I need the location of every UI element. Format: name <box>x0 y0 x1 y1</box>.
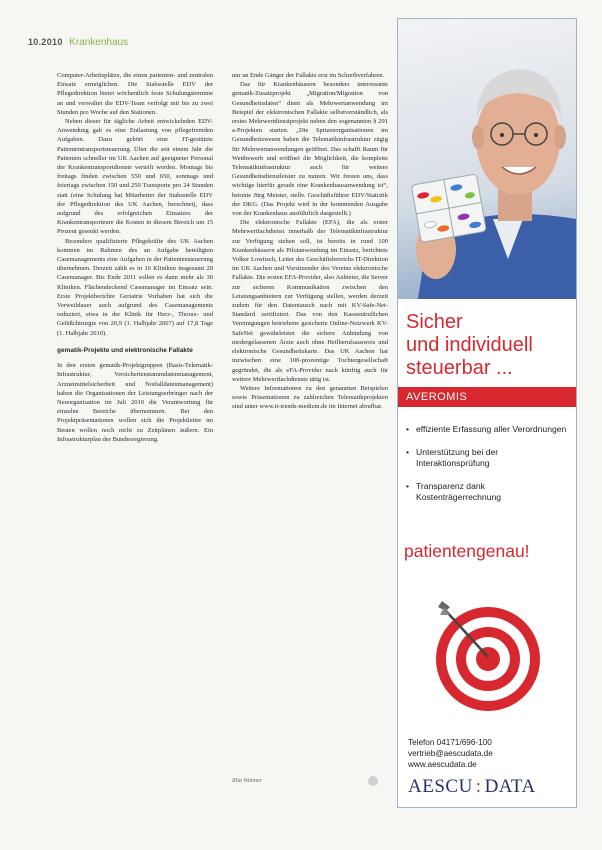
company-logo <box>408 776 536 798</box>
headline-line: Sicher <box>406 311 463 333</box>
subheading: gematik-Projekte und elektronische Fallakte <box>57 346 193 354</box>
bullet-icon: • <box>406 424 410 434</box>
paragraph: Die elektronische Fallakte (EFA), die als erster Mehrwertfachdienst innerhalb der Telematikinfrastruktur zur Verfügung stehen soll, ist bereits in rund 100 Krankenhäusern als Pilotanwendung im Einsatz, berichtete Volker Lowitsch, Leiter des Geschäftsbereichs IT-Direktion im UK Aachen und Vorsitzender des Vereins elektronische Fallakte. Die ersten EFA-Provider, also Anbieter, die Server zur sicheren Kommunikation zwischen den Leistungsanbietern zur Verfügung stellen, werden derzeit zudem für den Datentausch nach mit KV-Safe-Net-Standard zertifiziert. Das von den Kassenärztlichen Vereinigungen betriebene gesicherte Online-Netzwerk KV-SafeNet gewährleistet die sichere Anbindung von niedergelassenen Ärzte auch ohne Heilberufsausweis und elektronische Gesundheitskarte. Das UK Aachen hat inzwischen eine 100-prozentige Tochtergesellschaft gegründet, die als eFA-Provider nach künftig auch für weitere Mehrwertfachdienste tätig ist. <box>232 219 388 383</box>
logo-right: DATA <box>484 776 536 797</box>
paragraph: Besonders qualifizierte Pflegekräfte des UK Aachen kommen im Rahmen des an Aufgabe beteiligten Casemanagements eine Aufgaben in der Patientensteuerung übernehmen. Derzeit zählt es in 16 Kliniken insgesamt 20 Casemanager. Bis Ende 2011 sollen es dann mehr als 30 Kliniken. Flächendeckend Casemanager im Einsatz sein. Erste Projektberichte Geriatrie Vorhaben hat sich die Verweildauer auch aufgrund des Casemanagements reduziert, etwa in der Klinik für Herz-, Thorax- und Gefäßchirurgie von 20,9 (1. Halbjahr 2007) auf 17,8 Tage (1. Halbjahr 2010). <box>57 237 213 337</box>
headline-line: und individuell <box>406 334 533 356</box>
article-column-2 <box>232 71 388 412</box>
advertisement <box>397 18 577 808</box>
feature-list <box>406 424 571 515</box>
email-address: vertrieb@aescudata.de <box>408 749 493 758</box>
bullet-icon: • <box>406 480 410 491</box>
paragraph: Neben dieser für tägliche Arbeit entwickelnden EDV-Anwendung gab es eine Entlastung von pflegefremden Aufgaben. Dazu gehört eine IT-gestützte Patiententransportsteuerung. Über die seit einem Jahr die Patienten schneller im UK Aachen auf geeigneter Personal der Krankentransportdienste verteilt werden. Montags bis freitags finden zwischen 550 und 650, sonntags und feiertags zwischen 150 und 250 Transporte pro 24 Stunden statt (eine Schulung hat Mitarbeiter der Stabsstelle EDV der Pflegedirektion des UK Aachen, berechnet), dass aufgrund des erfolgreichen Einsatzes der Krankentransporteure die Kosten in diesem Bereich um 15 Prozent gesenkt werden. <box>57 118 213 236</box>
paragraph: nur an Ende Gänger der Fallakte erst im Schreibverfahren. <box>232 72 385 79</box>
headline-line: steuerbar ... <box>406 357 513 379</box>
paragraph: Computer-Arbeitsplätze, die einen patienten- und zentralen Einsatz ermöglichen. Die Stabsstelle EDV der Pflegedirektion bietet wöchentlich feste Schulungstermine an und verwaltet die EDV-Team verfolgt mit bis zu zwei Stunden pro Woche auf den Stationen. <box>57 72 213 116</box>
bullet-icon: • <box>406 446 410 457</box>
feature-text: effiziente Erfassung aller Verordnungen <box>416 424 567 434</box>
man-with-pillbox-image <box>398 19 576 299</box>
paragraph: Das für Krankenhäusern besonders interessante gematik-Zusatzprojekt „Migration/Migration von Gesundheitsdaten“ dient als Mehrwertanwendung im Beispiel der elektronischen Fallakte selbstverständlich, als erstes Mehrwertdienstprojekt neben den sogenannten § 291 a-Projekten starten. „Die Spitzenorganisationen im Gesundheitswesen haben die Telematikinfrastruktur zügig für Mehrwertanwendungen geöffnet. Das schafft Raum für Wettbewerb und eröffnet die Möglichkeit, die komplette Telematikinfrastruktur auch für weitere Gesundheitsdienstleister zu nutzen. Wir freuen uns, dass wichtige hierfür gerade eine Krankenhausanwendung ist“, betonte Jürg Meister, stellv. Geschäftsführer EDV/Statistik der DKG. (Das Projekt wird in der kommenden Ausgabe von der Krankenhaus ausführlich dargestellt.) <box>232 81 388 218</box>
phone-number: Telefon 04171/696-100 <box>408 738 492 747</box>
issue-date: 10.2010 <box>28 37 63 47</box>
feature-text: Unterstützung bei der Interaktionsprüfung <box>416 446 499 468</box>
magazine-title: Krankenhaus <box>69 37 129 48</box>
contact-info <box>408 737 493 770</box>
paragraph: In den ersten gematik-Projektgruppen (Basis-Telematik-Infrastruktur, Versichertenstammdatenmanagement, Arzneimittelsicherheit und Notfalldatenmanagement) haben die Organisationen der Leistungserbringer nach der Neuorganisation im Juli 2010 die Verantwortung für einzelne Bereiche übernommen. Bei den Projektpräsentationen wollen sich die Projektleiter im Besten wollen noch nicht zu Zeitplänen äußern. Ein Infrastrukturplan der Bundesregierung. <box>57 362 213 443</box>
ad-tagline: patientengenau! <box>404 541 530 561</box>
article-author: Rita Wanner <box>232 778 262 784</box>
page-header <box>28 37 128 48</box>
page-marker <box>368 776 378 786</box>
feature-item <box>406 481 571 504</box>
product-name-bar: AVEROMIS <box>398 387 576 407</box>
website-url: www.aescudata.de <box>408 760 477 769</box>
ad-headline <box>406 311 533 380</box>
feature-text: Transparenz dank Kostenträgerrechnung <box>416 480 502 502</box>
paragraph: Weitere Informationen zu den genannten Beispielen sowie Präsentationen zu zahlreichen Telematikprojekten sind unter www.it-trends-medizin.de im Internet abrufbar. <box>232 384 388 411</box>
article-column-1 <box>57 71 213 444</box>
logo-separator: : <box>475 776 482 797</box>
bullseye-target-icon <box>428 597 548 717</box>
logo-left: AESCU <box>408 776 473 797</box>
feature-item <box>406 447 571 470</box>
feature-item <box>406 424 571 436</box>
ad-photo <box>398 19 576 299</box>
